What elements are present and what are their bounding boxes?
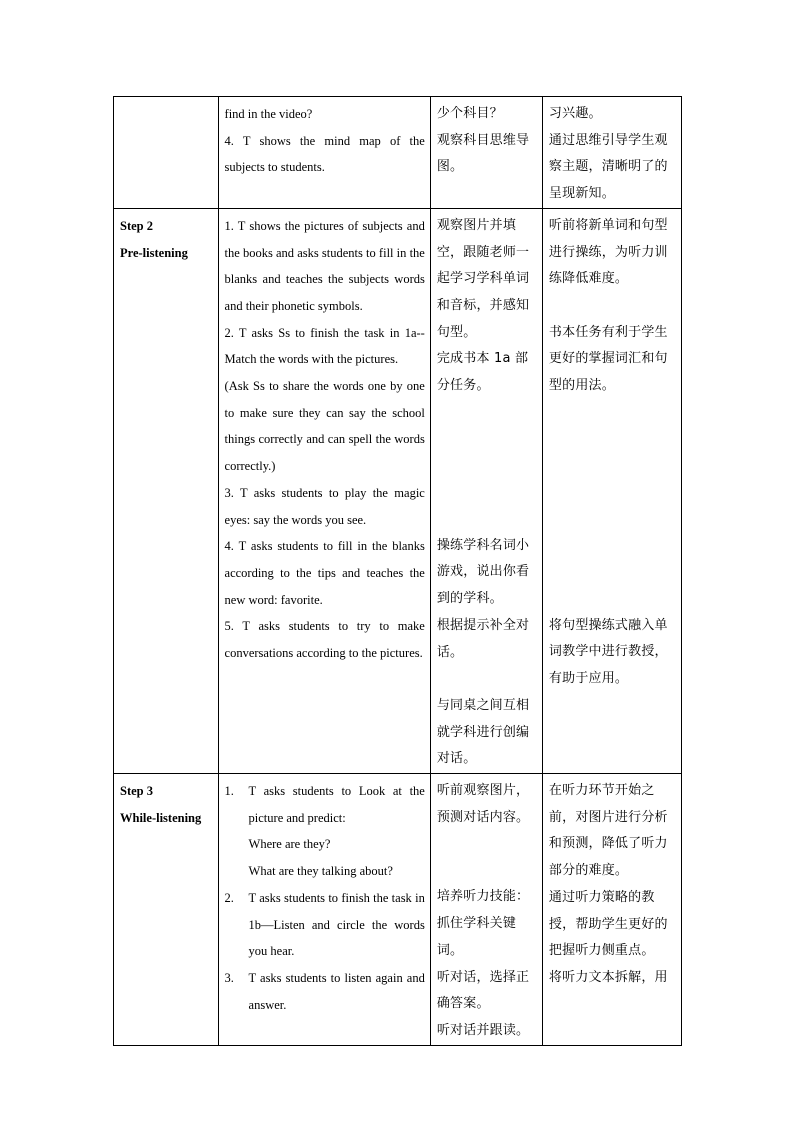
- table-row: [114, 208, 682, 773]
- step-title: Step 3: [120, 784, 153, 799]
- list-item: 3. T asks students to listen again and answer.: [225, 965, 425, 1018]
- teacher-line: 4. T asks students to fill in the blanks according to the tips and teaches the new word: favorite.: [224, 539, 425, 607]
- step-cell: [114, 97, 219, 209]
- student-line: 少个科目？: [436, 106, 503, 121]
- teacher-activity-cell: [218, 97, 430, 209]
- student-activity-cell: [430, 97, 542, 209]
- purpose-line: 在听力环节开始之前，对图片进行分析和预测，降低了听力部分的难度。: [548, 783, 668, 879]
- purpose-line: 将听力文本拆解，用: [548, 969, 668, 985]
- purpose-cell: [542, 97, 681, 209]
- student-activity-cell: [430, 774, 542, 1046]
- student-activity-cell: [430, 208, 542, 773]
- purpose-line: 通过听力策略的教授，帮助学生更好的把握听力侧重点。: [548, 889, 668, 959]
- purpose-line: 将句型操练式融入单词教学中进行教授，有助于应用。: [548, 617, 668, 687]
- student-line: 听前观察图片，预测对话内容。: [436, 783, 530, 825]
- step-subtitle: Pre-listening: [120, 245, 188, 260]
- teacher-line: Where are they?: [248, 837, 331, 852]
- student-line: 根据提示补全对话。: [436, 617, 530, 660]
- teacher-activity-cell: [218, 208, 430, 773]
- purpose-line: 习兴趣。: [548, 106, 602, 121]
- teacher-activity-cell: [218, 774, 430, 1046]
- teacher-line: T asks students to Look at the picture and predict:: [248, 784, 425, 825]
- teacher-line: 1. T shows the pictures of subjects and the books and asks students to fill in the blanks and teaches the subjects words and their phonetic symbols.: [224, 218, 425, 313]
- teacher-line: T asks students to finish the task in 1b—Listen and circle the words you hear.: [248, 890, 425, 959]
- list-item: 2. T asks students to finish the task in 1b—Listen and circle the words you hear.: [225, 885, 425, 965]
- teacher-line: 3. T asks students to play the magic eyes: say the words you see.: [224, 485, 425, 527]
- step-title: Step 2: [120, 218, 153, 233]
- student-line: 与同桌之间互相就学科进行创编对话。: [436, 697, 530, 767]
- purpose-line: 听前将新单词和句型进行操练，为听力训练降低难度。: [548, 217, 668, 287]
- purpose-line: 通过思维引导学生观察主题，清晰明了的呈现新知。: [548, 132, 668, 202]
- step-cell: [114, 208, 219, 773]
- student-line: 听对话并跟读。: [436, 1022, 530, 1038]
- teacher-line: 4. T shows the mind map of the subjects to students.: [224, 133, 425, 175]
- lesson-plan-table: [113, 96, 682, 1046]
- purpose-line: 书本任务有利于学生更好的掌握词汇和句型的用法。: [548, 324, 668, 394]
- student-line: 培养听力技能：抓住学科关键词。: [436, 889, 530, 958]
- teacher-line: 5. T asks students to try to make conversations according to the pictures.: [224, 619, 425, 661]
- student-line: 完成书本 1a 部分任务。: [436, 351, 529, 394]
- teacher-line: What are they talking about?: [248, 864, 393, 879]
- purpose-cell: [542, 774, 681, 1046]
- step-cell: [114, 774, 219, 1046]
- list-item: 1. T asks students to Look at the picture and predict: Where are they? What are they talking about?: [225, 778, 425, 885]
- student-line: 观察科目思维导图。: [436, 132, 530, 175]
- purpose-cell: [542, 208, 681, 773]
- teacher-line: T asks students to listen again and answer.: [248, 970, 425, 1012]
- student-line: 观察图片并填空，跟随老师一起学习学科单词和音标，并感知句型。: [436, 217, 530, 340]
- table-row: [114, 774, 682, 1046]
- table-row: [114, 97, 682, 209]
- teacher-line: 2. T asks Ss to finish the task in 1a--Match the words with the pictures.: [224, 325, 425, 367]
- student-line: 操练学科名词小游戏，说出你看到的学科。: [436, 537, 530, 607]
- teacher-line: (Ask Ss to share the words one by one to make sure they can say the school things correctly and can spell the words correctly.): [224, 379, 425, 474]
- step-subtitle: While-listening: [120, 810, 202, 825]
- teacher-line: find in the video?: [224, 107, 313, 121]
- student-line: 听对话，选择正确答案。: [436, 969, 530, 1012]
